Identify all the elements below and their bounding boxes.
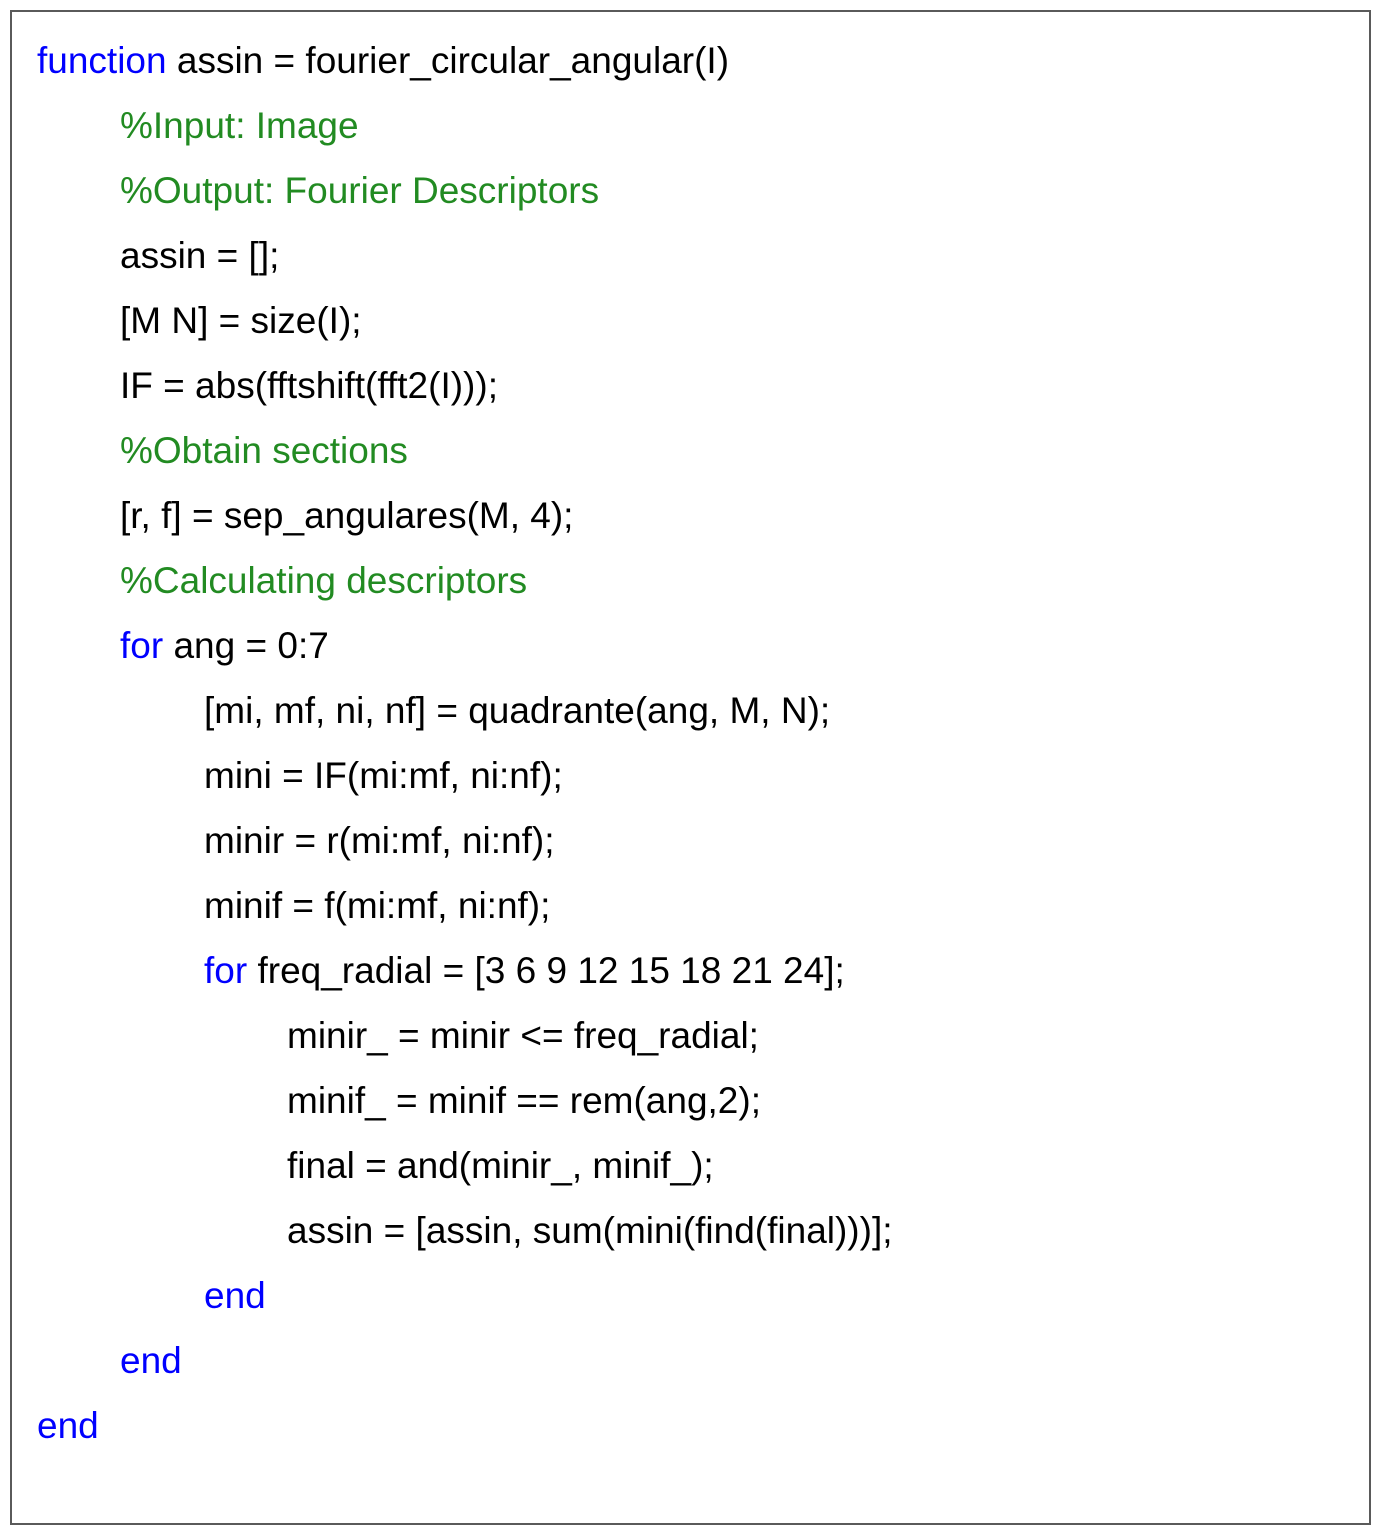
code-line (204, 881, 550, 931)
keyword-end: end (204, 1275, 266, 1316)
code-text: assin = fourier_circular_angular(I) (166, 40, 730, 81)
code-line (120, 491, 573, 541)
code-text: mini = IF(mi:mf, ni:nf); (204, 755, 563, 796)
code-text: IF = abs(fftshift(fft2(I))); (120, 365, 498, 406)
code-text: [r, f] = sep_angulares(M, 4); (120, 495, 574, 536)
comment-text: %Calculating descriptors (120, 560, 528, 601)
code-line-end (204, 1271, 266, 1321)
keyword-end: end (120, 1340, 182, 1381)
code-line-comment (120, 166, 599, 216)
code-line (287, 1206, 893, 1256)
code-listing (10, 10, 1371, 1525)
code-text: assin = []; (120, 235, 280, 276)
keyword-for: for (204, 950, 248, 991)
keyword-end: end (37, 1405, 99, 1446)
comment-text: %Input: Image (120, 105, 359, 146)
code-text: [M N] = size(I); (120, 300, 362, 341)
code-line-for-loop (204, 946, 845, 996)
code-text: [mi, mf, ni, nf] = quadrante(ang, M, N); (204, 690, 831, 731)
code-line (204, 751, 563, 801)
keyword-function: function (37, 40, 167, 81)
code-line (287, 1141, 714, 1191)
code-line-end (37, 1401, 99, 1451)
code-line-end (120, 1336, 182, 1386)
code-text: assin = [assin, sum(mini(find(final)))]; (287, 1210, 893, 1251)
code-text: freq_radial = [3 6 9 12 15 18 21 24]; (247, 950, 845, 991)
code-line-comment (120, 101, 359, 151)
code-text: ang = 0:7 (163, 625, 329, 666)
comment-text: %Output: Fourier Descriptors (120, 170, 600, 211)
code-line (120, 296, 362, 346)
code-text: minif_ = minif == rem(ang,2); (287, 1080, 761, 1121)
comment-text: %Obtain sections (120, 430, 408, 471)
code-line (120, 231, 279, 281)
code-line (287, 1011, 759, 1061)
code-text: minif = f(mi:mf, ni:nf); (204, 885, 551, 926)
code-line-function-header (37, 36, 729, 86)
code-line-for-loop (120, 621, 329, 671)
code-line (120, 361, 498, 411)
code-line-comment (120, 426, 408, 476)
code-text: minir_ = minir <= freq_radial; (287, 1015, 759, 1056)
code-text: final = and(minir_, minif_); (287, 1145, 714, 1186)
code-line (204, 686, 830, 736)
code-text: minir = r(mi:mf, ni:nf); (204, 820, 555, 861)
code-line (287, 1076, 761, 1126)
code-line-comment (120, 556, 527, 606)
keyword-for: for (120, 625, 164, 666)
code-line (204, 816, 555, 866)
